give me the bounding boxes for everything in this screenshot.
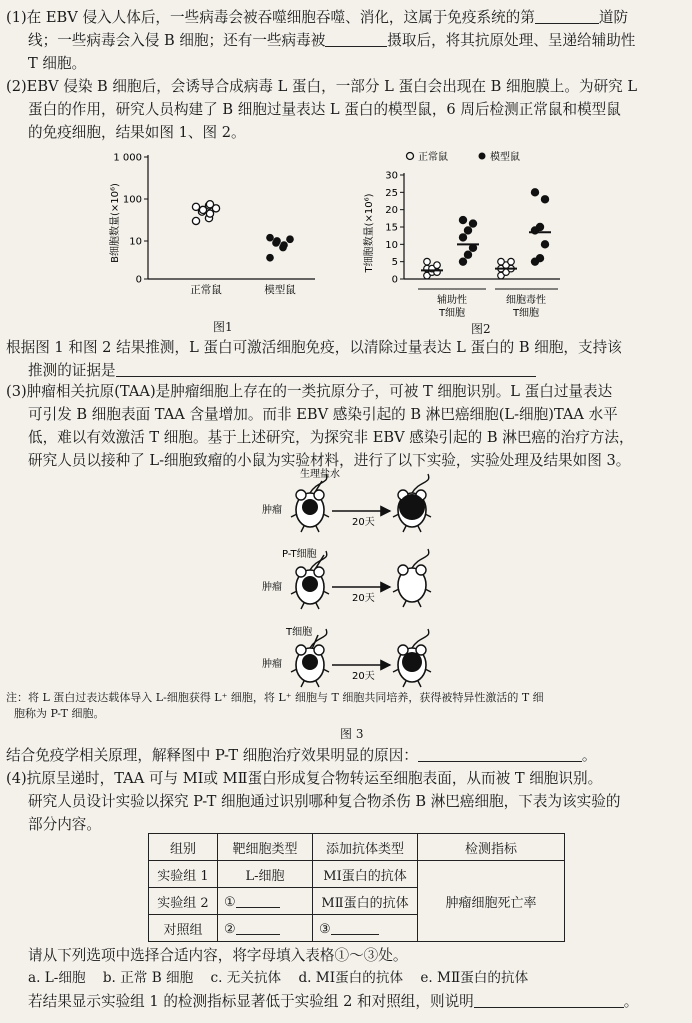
question-3: (3)肿瘤相关抗原(TAA)是肿瘤细胞上存在的一类抗原分子，可被 T 细胞识别。L 蛋白过量表达 可引发 B 细胞表面 TAA 含量增加。而非 EBV 感染引起的 B 淋巴癌细胞(L-细胞)TAA 水平 低，难以有效激活 T 细胞。基于上述研究，为探究非 EBV 感染引起的 B 淋巴癌的治疗方法， 研究人员以接种了 L-细胞致瘤的小鼠为实验材料，进行了以下实验，实验处理及结果如图 3。 [6,383,634,469]
days-label-3: 20天 [352,671,375,682]
question-2-inference: 根据图 1 和图 2 结果推测，L 蛋白可激活细胞免疫，以清除过量表达 L 蛋白的 B 细胞，支持该 推测的证据是 [6,339,622,379]
fig2-ytick-label: 30 [385,170,398,182]
fig1-point [274,238,280,244]
fig2-ytick-label: 25 [385,187,398,199]
fig2-ytick-label: 10 [385,239,398,251]
table-header: 靶细胞类型 [218,834,313,861]
question-4-options: 请从下列选项中选择合适内容，将字母填入表格①～③处。 a. L-细胞 b. 正常 B 细胞 c. 无关抗体 d. MⅠ蛋白的抗体 e. MⅡ蛋白的抗体 若结果显示实验组 1 的检测指标显著低于实验组 2 和对照组，则说明 。 [28,947,639,1010]
option-c: c. 无关抗体 [210,970,282,986]
fig2-point [498,258,505,265]
legend-normal-marker [407,153,414,160]
fig2-legend-model: 模型鼠 [490,152,520,163]
figure-3-caption: 图 3 [340,727,364,741]
experiment-table [148,833,565,942]
fig2-point [459,234,466,241]
question-3-explain: 结合免疫学相关原理，解释图中 P-T 细胞治疗效果明显的原因： 。 [6,747,597,764]
tumor-mass [302,499,318,515]
fig2-point [464,227,471,234]
inject-t-label: T细胞 [286,627,313,638]
table-header: 添加抗体类型 [313,834,418,861]
tumor-label-2: 肿瘤 [262,582,282,593]
fig2-group-cyto: 细胞毒性 [506,295,546,306]
fig1-xtick-model: 模型鼠 [264,284,296,296]
option-e: e. MⅡ蛋白的抗体 [420,970,529,986]
fig1-ytick-label: 10 [129,236,142,248]
answer-blank-4[interactable] [418,747,582,762]
table-cell-blank-1[interactable]: ① [218,888,313,915]
answer-blank-3[interactable] [116,362,536,377]
tumor-mass-large [399,494,425,520]
tumor-label-3: 肿瘤 [262,659,282,670]
table-cell: MⅡ蛋白的抗体 [313,888,418,915]
table-header-row [149,834,565,861]
fig2-legend-normal: 正常鼠 [418,152,448,163]
inject-pt-label: P-T细胞 [282,549,317,560]
fig2-point [459,216,466,223]
fig2-group-cyto-2: T细胞 [512,308,540,319]
question-4: (4)抗原呈递时，TAA 可与 MⅠ或 MⅡ蛋白形成复合物转运至细胞表面，从而被 T 细胞识别。 研究人员设计实验以探究 P-T 细胞通过识别哪种复合物杀伤 B 淋巴癌细胞，下表为该实验的 部分内容。 [6,770,621,833]
days-label-1: 20天 [352,517,375,528]
figure-1-caption: 图1 [213,320,233,334]
fig2-ytick-label: 15 [385,222,398,234]
fig2-ytick-label: 5 [391,257,398,269]
fig2-point [459,258,466,265]
figure-3-note: 注：将 L 蛋白过表达载体导入 L-细胞获得 L⁺ 细胞，将 L⁺ 细胞与 T 细胞共同培养，获得被特异性激活的 T 细 胞称为 P-T 细胞。 [6,691,544,720]
fig1-point [287,236,293,242]
fig2-ylabel: T细胞数量(×10⁶) [364,193,375,273]
fig1-point [267,255,273,261]
fig2-point [531,189,538,196]
answer-blank-2[interactable] [325,32,387,47]
fig2-point [434,262,441,269]
fig1-ytick-label: 0 [135,274,142,286]
tumor-label-1: 肿瘤 [262,505,282,516]
fig1-point [206,201,213,208]
fig1-point [206,210,213,217]
fig1-point [281,242,287,248]
fig1-point [192,203,199,210]
fig2-point [541,241,548,248]
table-cell-blank-3[interactable]: ③ [313,915,418,942]
fig2-point [424,258,431,265]
figure-1-chart [100,143,320,343]
option-a: a. L-细胞 [28,970,86,986]
fig2-point [541,196,548,203]
fig1-ytick-label: 100 [122,194,142,206]
table-cell-blank-2[interactable]: ② [218,915,313,942]
table-header: 检测指标 [418,834,565,861]
legend-model-marker [479,153,486,160]
fig2-ytick-label: 20 [385,205,398,217]
fig2-point [536,223,543,230]
table-cell-index: 肿瘤细胞死亡率 [418,861,565,942]
fig1-ylabel: B细胞数量(×10⁶) [110,183,121,263]
fig1-xtick-normal: 正常鼠 [190,284,222,296]
fig2-ytick-label: 0 [391,274,398,286]
table-cell: 实验组 1 [149,861,218,888]
fig2-group-helper-2: T细胞 [438,308,466,319]
option-b: b. 正常 B 细胞 [102,970,194,986]
fig1-point [267,234,273,240]
days-label-2: 20天 [352,593,375,604]
answer-blank-1[interactable] [535,9,599,24]
fig2-point [464,251,471,258]
figure-2-chart [360,143,580,338]
fig2-point [469,220,476,227]
table-cell: MⅠ蛋白的抗体 [313,861,418,888]
answer-blank-5[interactable] [474,993,624,1008]
fig1-point [192,217,199,224]
question-1: (1)在 EBV 侵入人体后，一些病毒会被吞噬细胞吞噬、消化，这属于免疫系统的第 道防 线；一些病毒会入侵 B 细胞；还有一些病毒被 摄取后，将其抗原处理、呈递给辅助性 T 细胞。 [6,9,636,72]
inject-saline-label: 生理盐水 [300,469,340,480]
option-d: d. MⅠ蛋白的抗体 [298,970,404,986]
table-cell: 实验组 2 [149,888,218,915]
fig2-group-helper: 辅助性 [437,295,467,306]
fig2-point [508,258,515,265]
table-row [149,861,565,888]
figure-2-caption: 图2 [471,322,491,336]
table-cell: L-细胞 [218,861,313,888]
figure-3-diagram [240,465,480,690]
mouse-pt-after [393,549,431,607]
table-cell: 对照组 [149,915,218,942]
table-header: 组别 [149,834,218,861]
question-2: (2)EBV 侵染 B 细胞后，会诱导合成病毒 L 蛋白，一部分 L 蛋白会出现在 B 细胞膜上。为研究 L 蛋白的作用，研究人员构建了 B 细胞过量表达 L 蛋白的模型鼠，6 周后检测正常鼠和模型鼠 的免疫细胞，结果如图 1、图 2。 [6,78,638,141]
fig1-ytick-label: 1 000 [113,152,142,164]
fig2-point [536,255,543,262]
